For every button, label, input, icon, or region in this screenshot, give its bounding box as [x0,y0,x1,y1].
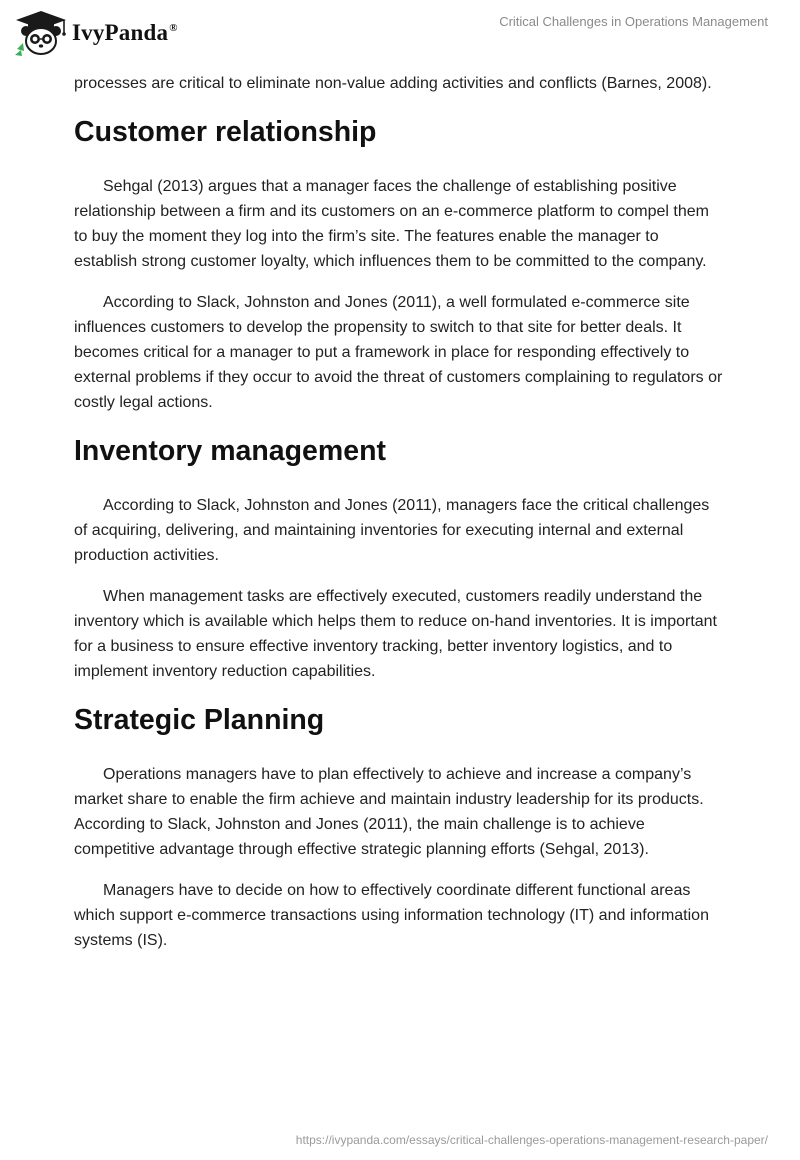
page-header [0,0,800,64]
section-heading-inventory-management: Inventory management [74,435,386,467]
paragraph: Sehgal (2013) argues that a manager faces the challenge of establishing positive relationship between a firm and its customers on an e-commerce platform to compel them to buy the moment they log into the firm’s site. The features enable the manager to establish strong customer loyalty, which influences them to be committed to the company. [74,178,709,270]
paragraph: According to Slack, Johnston and Jones (2011), managers face the critical challenges of acquiring, delivering, and maintaining inventories for executing internal and external production activities. [74,497,710,564]
section-heading-strategic-planning: Strategic Planning [74,704,325,736]
intro-paragraph: processes are critical to eliminate non-value adding activities and conflicts (Barnes, 2008). [74,75,712,92]
paragraph: According to Slack, Johnston and Jones (2011), a well formulated e-commerce site influences customers to develop the propensity to switch to that site for better deals. It becomes critical for a manager to put a framework in place for responding effectively to external problems if they occur to avoid the threat of customers complaining to regulators or costly legal actions. [74,294,723,411]
paragraph: Managers have to decide on how to effectively coordinate different functional areas which support e-commerce transactions using information technology (IT) and information systems (IS). [74,882,709,949]
document-title: Critical Challenges in Operations Management [499,14,768,29]
section-heading-customer-relationship: Customer relationship [74,116,377,148]
brand-logo[interactable] [14,8,178,58]
panda-graduate-icon [14,9,68,57]
essay-body [74,71,724,969]
paragraph: Operations managers have to plan effectively to achieve and increase a company’s market share to enable the firm achieve and maintain industry leadership for its products. According to Slack, Johnston and Jones (2011), the main challenge is to achieve competitive advantage through effective strategic planning efforts (Sehgal, 2013). [74,766,704,858]
brand-name: IvyPanda [72,20,169,45]
source-url[interactable]: https://ivypanda.com/essays/critical-challenges-operations-management-research-paper/ [295,1133,768,1147]
paragraph: When management tasks are effectively executed, customers readily understand the inventory which is available which helps them to reduce on-hand inventories. It is important for a business to ensure effective inventory tracking, better inventory logistics, and to implement inventory reduction capabilities. [74,588,717,680]
registered-mark: ® [169,22,178,35]
